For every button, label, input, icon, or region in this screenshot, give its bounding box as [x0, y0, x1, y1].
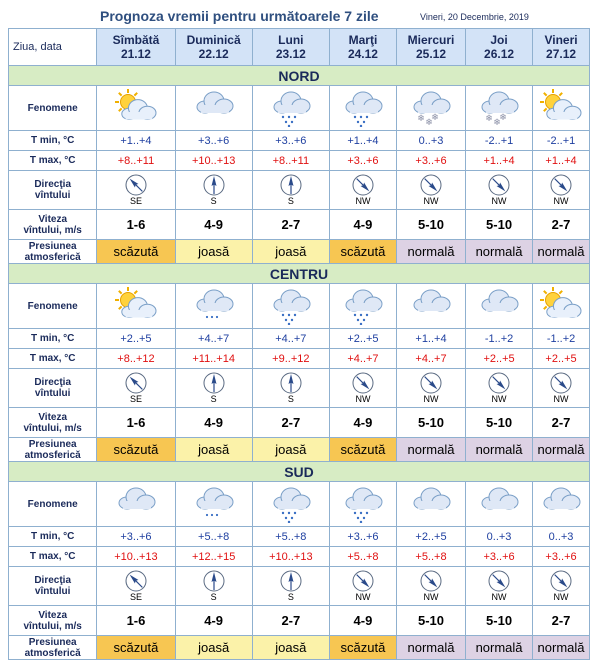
pressure-label-text: Presiunea	[28, 636, 77, 648]
tmax-value: +4..+7	[396, 349, 465, 369]
wind-compass-icon	[352, 570, 374, 592]
forecast-table	[8, 28, 590, 660]
wind-compass-icon	[420, 372, 442, 394]
wind-direction-value: NW	[423, 394, 439, 404]
weather-cell	[97, 482, 175, 527]
rain-cloud-icon	[337, 287, 389, 325]
wind-direction-cell	[466, 567, 533, 606]
wind-direction-label	[9, 171, 97, 210]
current-date: Vineri, 20 Decembrie, 2019	[420, 12, 529, 22]
pressure-label	[9, 438, 97, 462]
tmin-value: 0..+3	[396, 131, 465, 151]
pressure-value: joasă	[252, 636, 329, 660]
day-name: Duminică	[186, 33, 241, 47]
fenomene-label	[9, 482, 97, 527]
weather-cell	[97, 86, 175, 131]
region-row	[9, 66, 590, 86]
wind-direction-value: SE	[129, 592, 142, 602]
cloudy-icon	[405, 485, 457, 523]
wind-direction-cell	[175, 171, 252, 210]
rain-cloud-icon	[337, 485, 389, 523]
page-title: Prognoza vremii pentru următoarele 7 zile	[100, 8, 379, 24]
wind-direction-label-text: Direcţia	[34, 179, 72, 190]
wind-direction-label-text: vîntului	[34, 190, 71, 201]
wind-compass-icon	[203, 570, 225, 592]
wind-speed-value: 1-6	[97, 408, 175, 438]
fenomene-row	[9, 284, 590, 329]
wind-compass-icon	[488, 174, 510, 196]
weather-cell	[329, 482, 396, 527]
tmin-label	[9, 527, 97, 547]
wind-direction-label-text: Direcţia	[34, 377, 72, 388]
wind-direction-cell	[97, 369, 175, 408]
tmin-value: +3..+6	[97, 527, 175, 547]
weather-cell	[466, 482, 533, 527]
wind-direction-value: S	[287, 592, 294, 602]
pressure-value: scăzută	[97, 636, 175, 660]
wind-speed-value: 2-7	[252, 210, 329, 240]
day-date: 27.12	[546, 47, 577, 61]
forecast-header	[0, 0, 600, 28]
cloudy-icon	[473, 287, 525, 325]
wind-direction-cell	[252, 369, 329, 408]
wind-speed-label	[9, 408, 97, 438]
pressure-value: scăzută	[97, 438, 175, 462]
wind-speed-label	[9, 210, 97, 240]
day-name: Miercuri	[407, 33, 455, 47]
wind-compass-icon	[488, 570, 510, 592]
wind-direction-value: NW	[355, 196, 371, 206]
tmax-row	[9, 547, 590, 567]
fenomene-label-text: Fenomene	[27, 102, 78, 114]
svg-text:❄: ❄	[485, 114, 493, 124]
tmin-value: +1..+4	[396, 329, 465, 349]
light-rain-cloud-icon	[188, 485, 240, 523]
region-title	[9, 66, 590, 86]
wind-direction-cell	[252, 567, 329, 606]
wind-direction-cell	[329, 171, 396, 210]
pressure-label-text: Presiunea	[28, 438, 77, 450]
day-header	[533, 29, 590, 66]
tmin-value: -1..+2	[533, 329, 590, 349]
wind-direction-value: NW	[423, 196, 439, 206]
tmax-value: +10..+13	[97, 547, 175, 567]
pressure-label	[9, 240, 97, 264]
wind-speed-label-text: vîntului, m/s	[23, 422, 82, 434]
wind-speed-label-text: Viteza	[38, 411, 68, 423]
wind-speed-value: 5-10	[466, 210, 533, 240]
wind-compass-icon	[488, 372, 510, 394]
tmin-value: +3..+6	[329, 527, 396, 547]
wind-direction-value: NW	[423, 592, 439, 602]
tmax-value: +2..+5	[533, 349, 590, 369]
pressure-row	[9, 438, 590, 462]
tmax-label	[9, 151, 97, 171]
wind-direction-value: NW	[355, 592, 371, 602]
weather-cell	[396, 284, 465, 329]
pressure-value: normală	[396, 438, 465, 462]
fenomene-row	[9, 482, 590, 527]
day-header	[329, 29, 396, 66]
rain-cloud-icon	[265, 287, 317, 325]
wind-speed-value: 1-6	[97, 210, 175, 240]
pressure-label-text: atmosferică	[24, 449, 81, 461]
region-row	[9, 462, 590, 482]
day-date: 23.12	[275, 47, 306, 61]
wind-direction-row	[9, 369, 590, 408]
light-rain-cloud-icon	[188, 287, 240, 325]
partly-cloudy-sun-icon	[110, 287, 162, 325]
tmax-value: +9..+12	[252, 349, 329, 369]
wind-speed-value: 4-9	[329, 210, 396, 240]
pressure-value: joasă	[252, 240, 329, 264]
tmax-value: +3..+6	[329, 151, 396, 171]
pressure-value: normală	[533, 240, 590, 264]
wind-direction-value: NW	[553, 394, 569, 404]
weather-cell	[533, 86, 590, 131]
tmin-value: -1..+2	[466, 329, 533, 349]
wind-speed-row	[9, 408, 590, 438]
tmin-value: +4..+7	[252, 329, 329, 349]
wind-direction-cell	[252, 171, 329, 210]
pressure-value: normală	[533, 438, 590, 462]
tmin-row	[9, 329, 590, 349]
wind-speed-value: 5-10	[396, 606, 465, 636]
region-name: NORD	[278, 67, 320, 84]
pressure-label-text: atmosferică	[24, 647, 81, 659]
wind-speed-value: 4-9	[175, 210, 252, 240]
wind-compass-icon	[280, 570, 302, 592]
wind-compass-icon	[280, 372, 302, 394]
pressure-value: normală	[466, 636, 533, 660]
wind-speed-value: 4-9	[329, 606, 396, 636]
tmin-value: +4..+7	[175, 329, 252, 349]
wind-compass-icon	[203, 372, 225, 394]
wind-direction-label	[9, 567, 97, 606]
tmax-value: +1..+4	[466, 151, 533, 171]
tmin-row	[9, 131, 590, 151]
tmax-value: +8..+11	[97, 151, 175, 171]
pressure-row	[9, 636, 590, 660]
wind-compass-icon	[125, 570, 147, 592]
pressure-value: normală	[533, 636, 590, 660]
tmin-label	[9, 329, 97, 349]
tmin-value: +2..+5	[329, 329, 396, 349]
days-header-row	[9, 29, 590, 66]
svg-text:❄: ❄	[431, 113, 439, 123]
svg-text:❄: ❄	[425, 118, 433, 127]
wind-direction-cell	[175, 567, 252, 606]
tmin-value: +2..+5	[396, 527, 465, 547]
wind-compass-icon	[420, 174, 442, 196]
tmin-value: +2..+5	[97, 329, 175, 349]
wind-speed-value: 2-7	[252, 408, 329, 438]
tmax-value: +1..+4	[533, 151, 590, 171]
wind-speed-value: 5-10	[396, 408, 465, 438]
weather-cell	[466, 284, 533, 329]
weather-cell	[466, 86, 533, 131]
wind-direction-cell	[466, 171, 533, 210]
wind-direction-row	[9, 567, 590, 606]
weather-cell	[175, 482, 252, 527]
svg-text:❄: ❄	[417, 114, 425, 124]
tmax-label	[9, 349, 97, 369]
tmin-value: -2..+1	[533, 131, 590, 151]
tmin-label	[9, 131, 97, 151]
tmin-value: 0..+3	[533, 527, 590, 547]
tmin-label-text: T min, °C	[30, 135, 75, 146]
wind-direction-label-text: Direcţia	[34, 575, 72, 586]
svg-text:❄: ❄	[499, 113, 507, 123]
fenomene-label	[9, 86, 97, 131]
wind-speed-label-text: vîntului, m/s	[23, 224, 82, 236]
tmax-label-text: T max, °C	[29, 155, 76, 166]
pressure-label	[9, 636, 97, 660]
tmin-value: +1..+4	[329, 131, 396, 151]
pressure-value: joasă	[175, 636, 252, 660]
wind-speed-value: 2-7	[533, 408, 590, 438]
fenomene-row	[9, 86, 590, 131]
day-date: 25.12	[415, 47, 447, 61]
pressure-value: joasă	[252, 438, 329, 462]
weather-cell	[533, 482, 590, 527]
wind-compass-icon	[203, 174, 225, 196]
rain-cloud-icon	[265, 89, 317, 127]
wind-direction-value: NW	[491, 592, 507, 602]
snow-cloud-icon	[473, 89, 525, 127]
wind-speed-value: 2-7	[252, 606, 329, 636]
wind-compass-icon	[550, 372, 572, 394]
pressure-value: scăzută	[329, 438, 396, 462]
tmin-value: +5..+8	[252, 527, 329, 547]
fenomene-label	[9, 284, 97, 329]
tmax-value: +3..+6	[396, 151, 465, 171]
region-title	[9, 264, 590, 284]
region-name: SUD	[284, 463, 314, 480]
tmax-value: +8..+11	[252, 151, 329, 171]
wind-speed-label-text: vîntului, m/s	[23, 620, 82, 632]
tmin-value: +1..+4	[97, 131, 175, 151]
wind-direction-cell	[97, 567, 175, 606]
cloudy-icon	[188, 89, 240, 127]
tmax-value: +4..+7	[329, 349, 396, 369]
cloudy-icon	[405, 287, 457, 325]
pressure-value: joasă	[175, 438, 252, 462]
wind-speed-value: 4-9	[329, 408, 396, 438]
weather-cell	[252, 482, 329, 527]
pressure-value: scăzută	[329, 636, 396, 660]
tmax-value: +10..+13	[252, 547, 329, 567]
pressure-value: normală	[396, 636, 465, 660]
weather-cell	[396, 482, 465, 527]
wind-direction-cell	[396, 567, 465, 606]
wind-compass-icon	[550, 174, 572, 196]
wind-direction-label-text: vîntului	[34, 586, 71, 597]
region-row	[9, 264, 590, 284]
wind-direction-value: S	[287, 196, 294, 206]
tmin-label-text: T min, °C	[30, 531, 75, 542]
rain-cloud-icon	[337, 89, 389, 127]
wind-direction-value: NW	[553, 592, 569, 602]
day-date: 22.12	[198, 47, 229, 61]
wind-compass-icon	[125, 372, 147, 394]
wind-speed-label-text: Viteza	[38, 609, 68, 621]
tmin-label-text: T min, °C	[30, 333, 75, 344]
day-name: Sîmbătă	[112, 33, 160, 47]
tmax-value: +11..+14	[175, 349, 252, 369]
pressure-value: joasă	[175, 240, 252, 264]
wind-speed-row	[9, 210, 590, 240]
wind-direction-cell	[97, 171, 175, 210]
pressure-value: scăzută	[329, 240, 396, 264]
weather-cell	[175, 284, 252, 329]
tmin-value: -2..+1	[466, 131, 533, 151]
partly-cloudy-sun-icon	[535, 287, 587, 325]
day-header	[466, 29, 533, 66]
day-date: 24.12	[347, 47, 378, 61]
cloudy-icon	[473, 485, 525, 523]
tmax-label-text: T max, °C	[29, 353, 76, 364]
day-name: Marţi	[348, 33, 378, 47]
weather-cell	[97, 284, 175, 329]
wind-speed-value: 5-10	[396, 210, 465, 240]
wind-speed-value: 4-9	[175, 606, 252, 636]
day-name: Joi	[490, 33, 508, 47]
weather-cell	[329, 86, 396, 131]
wind-compass-icon	[550, 570, 572, 592]
day-name: Vineri	[544, 33, 578, 47]
wind-direction-value: NW	[491, 196, 507, 206]
tmax-label	[9, 547, 97, 567]
wind-compass-icon	[420, 570, 442, 592]
wind-speed-value: 2-7	[533, 210, 590, 240]
wind-speed-value: 1-6	[97, 606, 175, 636]
tmax-value: +5..+8	[396, 547, 465, 567]
day-header	[252, 29, 329, 66]
wind-direction-row	[9, 171, 590, 210]
pressure-value: normală	[466, 240, 533, 264]
wind-direction-value: S	[210, 394, 217, 404]
wind-direction-cell	[396, 369, 465, 408]
tmax-value: +8..+12	[97, 349, 175, 369]
snow-cloud-icon	[405, 89, 457, 127]
tmax-value: +3..+6	[533, 547, 590, 567]
tmax-row	[9, 151, 590, 171]
wind-speed-value: 5-10	[466, 408, 533, 438]
tmin-value: +3..+6	[252, 131, 329, 151]
wind-compass-icon	[125, 174, 147, 196]
pressure-value: scăzută	[97, 240, 175, 264]
tmin-value: +3..+6	[175, 131, 252, 151]
wind-direction-cell	[329, 567, 396, 606]
day-header	[175, 29, 252, 66]
wind-speed-label-text: Viteza	[38, 213, 68, 225]
wind-direction-cell	[466, 369, 533, 408]
pressure-label-text: Presiunea	[28, 240, 77, 252]
tmin-value: +5..+8	[175, 527, 252, 547]
partly-cloudy-sun-icon	[535, 89, 587, 127]
wind-direction-label	[9, 369, 97, 408]
tmax-value: +3..+6	[466, 547, 533, 567]
wind-direction-cell	[533, 567, 590, 606]
cloudy-icon	[110, 485, 162, 523]
fenomene-label-text: Fenomene	[27, 498, 78, 510]
wind-direction-value: S	[210, 592, 217, 602]
wind-compass-icon	[280, 174, 302, 196]
partly-cloudy-sun-icon	[110, 89, 162, 127]
wind-direction-cell	[533, 171, 590, 210]
day-date: 26.12	[484, 47, 515, 61]
tmax-row	[9, 349, 590, 369]
rain-cloud-icon	[265, 485, 317, 523]
wind-direction-value: S	[287, 394, 294, 404]
svg-text:❄: ❄	[493, 118, 501, 127]
pressure-value: normală	[396, 240, 465, 264]
wind-speed-row	[9, 606, 590, 636]
wind-direction-cell	[175, 369, 252, 408]
day-header	[97, 29, 175, 66]
wind-speed-value: 2-7	[533, 606, 590, 636]
wind-direction-cell	[329, 369, 396, 408]
wind-speed-value: 5-10	[466, 606, 533, 636]
tmax-value: +10..+13	[175, 151, 252, 171]
day-name: Luni	[278, 33, 304, 47]
pressure-row	[9, 240, 590, 264]
day-date-label-text: Ziua, data	[13, 40, 62, 53]
wind-direction-value: SE	[129, 394, 142, 404]
wind-direction-value: SE	[129, 196, 142, 206]
weather-cell	[329, 284, 396, 329]
wind-direction-value: NW	[553, 196, 569, 206]
wind-compass-icon	[352, 174, 374, 196]
tmax-value: +5..+8	[329, 547, 396, 567]
wind-direction-value: NW	[355, 394, 371, 404]
wind-direction-label-text: vîntului	[34, 388, 71, 399]
tmin-row	[9, 527, 590, 547]
weather-cell	[252, 284, 329, 329]
wind-direction-cell	[396, 171, 465, 210]
region-title	[9, 462, 590, 482]
wind-direction-cell	[533, 369, 590, 408]
weather-cell	[252, 86, 329, 131]
wind-compass-icon	[352, 372, 374, 394]
wind-speed-label	[9, 606, 97, 636]
day-header	[396, 29, 465, 66]
region-name: CENTRU	[269, 265, 329, 282]
tmax-label-text: T max, °C	[29, 551, 76, 562]
pressure-value: normală	[466, 438, 533, 462]
wind-direction-value: S	[210, 196, 217, 206]
weather-cell	[396, 86, 465, 131]
pressure-label-text: atmosferică	[24, 251, 81, 263]
tmax-value: +12..+15	[175, 547, 252, 567]
weather-cell	[175, 86, 252, 131]
tmin-value: 0..+3	[466, 527, 533, 547]
tmax-value: +2..+5	[466, 349, 533, 369]
cloudy-icon	[535, 485, 587, 523]
fenomene-label-text: Fenomene	[27, 300, 78, 312]
day-date: 21.12	[120, 47, 151, 61]
wind-direction-value: NW	[491, 394, 507, 404]
weather-cell	[533, 284, 590, 329]
day-date-label	[9, 29, 97, 66]
wind-speed-value: 4-9	[175, 408, 252, 438]
